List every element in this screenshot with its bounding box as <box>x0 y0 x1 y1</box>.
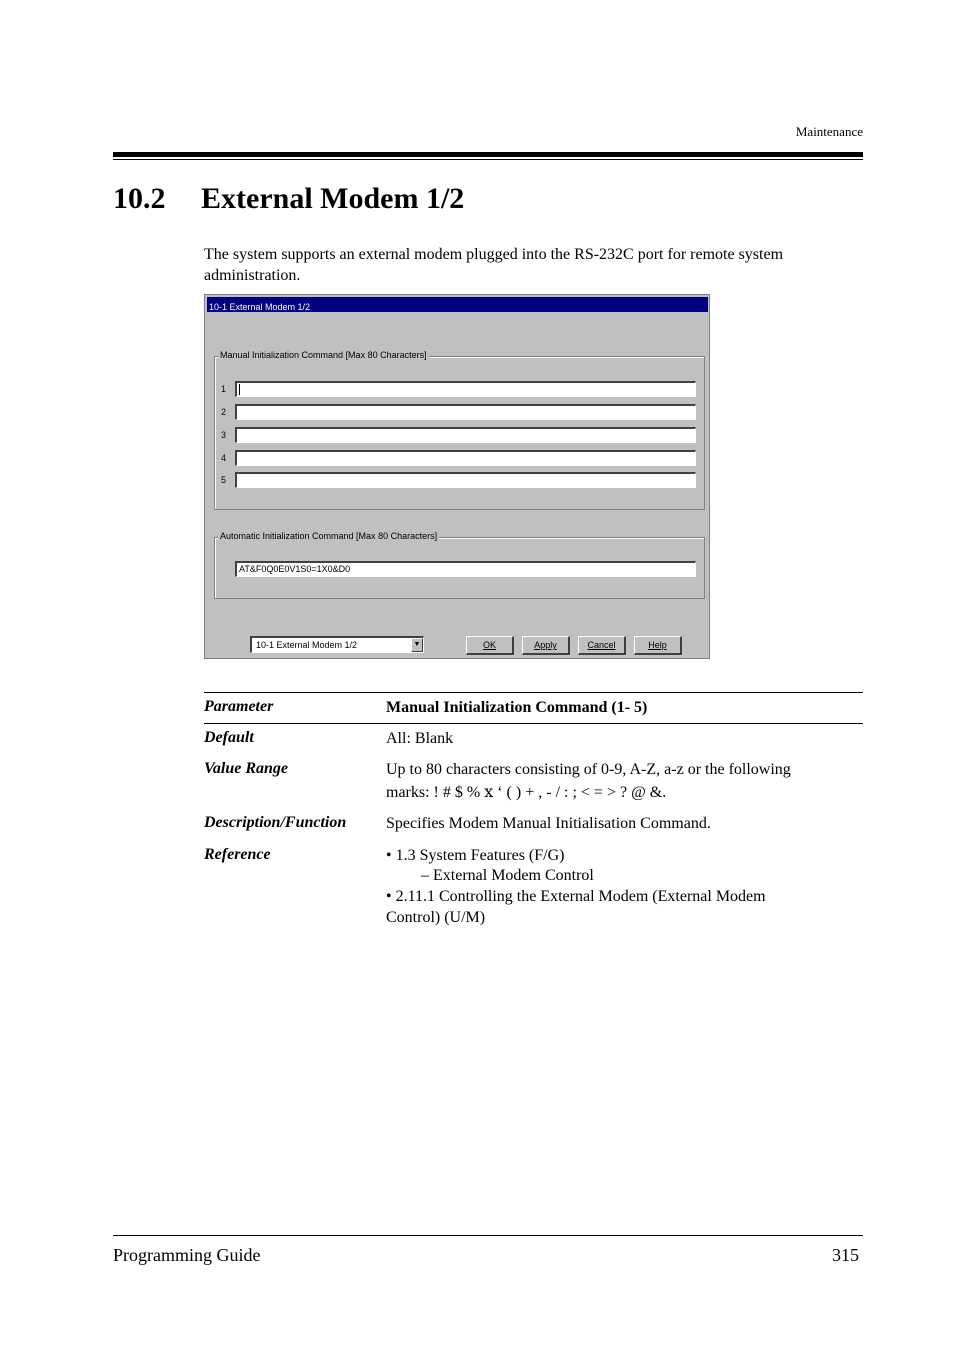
value-range-line-2: marks: ! # $ % ⅹ ‘ ( ) + , - / : ; < = > ? @ &. <box>386 784 667 801</box>
manual-command-input-1[interactable] <box>235 381 696 397</box>
manual-command-input-2[interactable] <box>235 404 696 420</box>
row-number-5: 5 <box>221 475 227 485</box>
manual-command-input-4[interactable] <box>235 450 696 466</box>
section-title-text: External Modem 1/2 <box>201 182 465 215</box>
footer-rule <box>113 1235 863 1236</box>
reference-line-4: Control) (U/M) <box>386 909 486 926</box>
dialog-titlebar <box>207 297 708 312</box>
value-range-label: Value Range <box>204 760 289 777</box>
row-number-1: 1 <box>221 384 227 394</box>
row-number-4: 4 <box>221 453 227 463</box>
reference-line-2: – External Modem Control <box>421 867 594 884</box>
section-title <box>113 182 464 216</box>
header-rule-thin <box>113 159 863 160</box>
ok-button[interactable]: OK <box>466 636 514 655</box>
manual-group-label: Manual Initialization Command [Max 80 Characters] <box>220 350 427 360</box>
row-number-2: 2 <box>221 407 227 417</box>
value-range-line-1: Up to 80 characters consisting of 0-9, A-Z, a-z or the following <box>386 761 791 778</box>
dialog-title: 10-1 External Modem 1/2 <box>209 302 311 312</box>
section-label: Maintenance <box>795 124 863 139</box>
intro-paragraph: The system supports an external modem plugged into the RS-232C port for remote system administration. <box>204 246 784 284</box>
reference-label: Reference <box>204 846 271 863</box>
page-number: 315 <box>832 1245 859 1265</box>
header-rule-thick <box>113 152 863 157</box>
table-header-rule <box>204 723 863 724</box>
table-top-rule <box>204 692 863 693</box>
modem-dialog <box>204 294 710 659</box>
auto-command-input[interactable]: AT&F0Q0E0V1S0=1X0&D0 <box>235 561 696 577</box>
auto-group-label: Automatic Initialization Command [Max 80 Characters] <box>220 531 438 541</box>
parameter-label: Parameter <box>204 698 274 715</box>
manual-command-input-3[interactable] <box>235 427 696 443</box>
row-number-3: 3 <box>221 430 227 440</box>
cancel-button[interactable]: Cancel <box>578 636 626 655</box>
page-select[interactable] <box>250 636 424 653</box>
parameter-value: Manual Initialization Command (1- 5) <box>386 699 648 716</box>
default-label: Default <box>204 729 254 746</box>
description-value: Specifies Modem Manual Initialisation Command. <box>386 815 711 832</box>
help-button[interactable]: Help <box>634 636 682 655</box>
page-select-value: 10-1 External Modem 1/2 <box>256 640 358 650</box>
default-value: All: Blank <box>386 730 454 747</box>
manual-command-input-5[interactable] <box>235 472 696 488</box>
footer-title: Programming Guide <box>113 1245 261 1265</box>
reference-line-3: • 2.11.1 Controlling the External Modem (External Modem <box>386 888 766 905</box>
section-number: 10.2 <box>113 182 166 215</box>
description-label: Description/Function <box>204 814 347 831</box>
apply-button[interactable]: Apply <box>522 636 570 655</box>
text-caret <box>239 384 240 395</box>
reference-line-1: • 1.3 System Features (F/G) <box>386 847 565 864</box>
chevron-down-icon[interactable]: ▼ <box>411 638 423 652</box>
